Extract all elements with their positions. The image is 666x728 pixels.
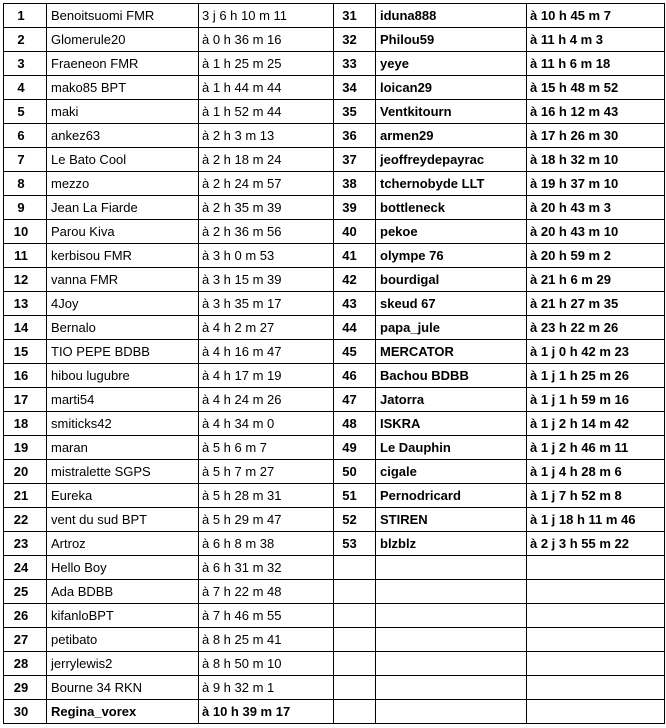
time-gap-cell: à 2 h 36 m 56 [199,220,334,244]
rank-cell: 27 [4,628,47,652]
time-gap-cell: à 9 h 32 m 1 [199,676,334,700]
boat-name-cell: mezzo [47,172,199,196]
rank-cell: 11 [4,244,47,268]
empty-cell [527,700,665,724]
time-gap-cell: à 2 j 3 h 55 m 22 [527,532,665,556]
time-gap-cell: à 1 j 7 h 52 m 8 [527,484,665,508]
rank-cell: 35 [334,100,376,124]
table-row [4,220,665,244]
empty-cell [334,604,376,628]
rank-cell: 18 [4,412,47,436]
table-row [4,700,665,724]
time-gap-cell: à 1 j 1 h 59 m 16 [527,388,665,412]
rank-cell: 13 [4,292,47,316]
boat-name-cell: skeud 67 [376,292,527,316]
boat-name-cell: ISKRA [376,412,527,436]
time-gap-cell: à 1 j 18 h 11 m 46 [527,508,665,532]
empty-cell [376,604,527,628]
time-gap-cell: à 3 h 0 m 53 [199,244,334,268]
boat-name-cell: hibou lugubre [47,364,199,388]
rank-cell: 36 [334,124,376,148]
table-row [4,340,665,364]
boat-name-cell: mako85 BPT [47,76,199,100]
boat-name-cell: vanna FMR [47,268,199,292]
empty-cell [527,652,665,676]
rank-cell: 24 [4,556,47,580]
rank-cell: 50 [334,460,376,484]
empty-cell [527,580,665,604]
time-gap-cell: à 0 h 36 m 16 [199,28,334,52]
boat-name-cell: kerbisou FMR [47,244,199,268]
empty-cell [527,604,665,628]
rank-cell: 8 [4,172,47,196]
rank-cell: 17 [4,388,47,412]
table-row [4,652,665,676]
boat-name-cell: marti54 [47,388,199,412]
boat-name-cell: 4Joy [47,292,199,316]
boat-name-cell: maki [47,100,199,124]
time-gap-cell: 3 j 6 h 10 m 11 [199,4,334,28]
boat-name-cell: smiticks42 [47,412,199,436]
table-row [4,484,665,508]
table-row [4,580,665,604]
boat-name-cell: Ada BDBB [47,580,199,604]
empty-cell [527,676,665,700]
time-gap-cell: à 8 h 25 m 41 [199,628,334,652]
boat-name-cell: petibato [47,628,199,652]
boat-name-cell: Eureka [47,484,199,508]
rank-cell: 25 [4,580,47,604]
empty-cell [334,652,376,676]
time-gap-cell: à 8 h 50 m 10 [199,652,334,676]
empty-cell [376,628,527,652]
time-gap-cell: à 1 j 0 h 42 m 23 [527,340,665,364]
boat-name-cell: kifanloBPT [47,604,199,628]
time-gap-cell: à 2 h 35 m 39 [199,196,334,220]
boat-name-cell: Fraeneon FMR [47,52,199,76]
empty-cell [334,676,376,700]
time-gap-cell: à 5 h 6 m 7 [199,436,334,460]
boat-name-cell: ankez63 [47,124,199,148]
boat-name-cell: armen29 [376,124,527,148]
table-row [4,556,665,580]
time-gap-cell: à 6 h 8 m 38 [199,532,334,556]
time-gap-cell: à 1 h 52 m 44 [199,100,334,124]
rank-cell: 30 [4,700,47,724]
rank-cell: 48 [334,412,376,436]
time-gap-cell: à 4 h 24 m 26 [199,388,334,412]
rank-cell: 26 [4,604,47,628]
empty-cell [334,628,376,652]
rank-cell: 31 [334,4,376,28]
empty-cell [376,676,527,700]
boat-name-cell: olympe 76 [376,244,527,268]
empty-cell [376,580,527,604]
table-row [4,4,665,28]
empty-cell [334,700,376,724]
boat-name-cell: TIO PEPE BDBB [47,340,199,364]
time-gap-cell: à 20 h 59 m 2 [527,244,665,268]
boat-name-cell: loican29 [376,76,527,100]
time-gap-cell: à 3 h 35 m 17 [199,292,334,316]
boat-name-cell: Benoitsuomi FMR [47,4,199,28]
boat-name-cell: Glomerule20 [47,28,199,52]
rank-cell: 28 [4,652,47,676]
rank-cell: 43 [334,292,376,316]
boat-name-cell: tchernobyde LLT [376,172,527,196]
time-gap-cell: à 10 h 39 m 17 [199,700,334,724]
rank-cell: 15 [4,340,47,364]
time-gap-cell: à 20 h 43 m 3 [527,196,665,220]
time-gap-cell: à 2 h 18 m 24 [199,148,334,172]
time-gap-cell: à 5 h 7 m 27 [199,460,334,484]
boat-name-cell: MERCATOR [376,340,527,364]
boat-name-cell: Hello Boy [47,556,199,580]
boat-name-cell: vent du sud BPT [47,508,199,532]
rank-cell: 49 [334,436,376,460]
rank-cell: 52 [334,508,376,532]
rank-cell: 14 [4,316,47,340]
rank-cell: 44 [334,316,376,340]
table-row [4,364,665,388]
empty-cell [334,556,376,580]
rank-cell: 21 [4,484,47,508]
rank-cell: 33 [334,52,376,76]
empty-cell [334,580,376,604]
time-gap-cell: à 1 h 44 m 44 [199,76,334,100]
boat-name-cell: Jean La Fiarde [47,196,199,220]
time-gap-cell: à 16 h 12 m 43 [527,100,665,124]
time-gap-cell: à 21 h 27 m 35 [527,292,665,316]
time-gap-cell: à 4 h 16 m 47 [199,340,334,364]
time-gap-cell: à 15 h 48 m 52 [527,76,665,100]
time-gap-cell: à 2 h 24 m 57 [199,172,334,196]
rank-cell: 2 [4,28,47,52]
empty-cell [527,556,665,580]
time-gap-cell: à 4 h 34 m 0 [199,412,334,436]
rank-cell: 23 [4,532,47,556]
rank-cell: 46 [334,364,376,388]
table-row [4,76,665,100]
rank-cell: 1 [4,4,47,28]
time-gap-cell: à 20 h 43 m 10 [527,220,665,244]
boat-name-cell: STIREN [376,508,527,532]
boat-name-cell: papa_jule [376,316,527,340]
rank-cell: 6 [4,124,47,148]
time-gap-cell: à 7 h 46 m 55 [199,604,334,628]
table-row [4,124,665,148]
boat-name-cell: jerrylewis2 [47,652,199,676]
rank-cell: 19 [4,436,47,460]
time-gap-cell: à 2 h 3 m 13 [199,124,334,148]
table-row [4,148,665,172]
rank-cell: 41 [334,244,376,268]
boat-name-cell: Bourne 34 RKN [47,676,199,700]
rank-cell: 40 [334,220,376,244]
ranking-table-body [4,4,665,724]
boat-name-cell: Regina_vorex [47,700,199,724]
boat-name-cell: Philou59 [376,28,527,52]
rank-cell: 5 [4,100,47,124]
time-gap-cell: à 11 h 6 m 18 [527,52,665,76]
rank-cell: 37 [334,148,376,172]
rank-cell: 39 [334,196,376,220]
boat-name-cell: Artroz [47,532,199,556]
rank-cell: 29 [4,676,47,700]
rank-cell: 53 [334,532,376,556]
rank-cell: 22 [4,508,47,532]
rank-cell: 3 [4,52,47,76]
time-gap-cell: à 1 j 2 h 14 m 42 [527,412,665,436]
table-row [4,316,665,340]
rank-cell: 51 [334,484,376,508]
time-gap-cell: à 11 h 4 m 3 [527,28,665,52]
time-gap-cell: à 5 h 29 m 47 [199,508,334,532]
time-gap-cell: à 1 j 4 h 28 m 6 [527,460,665,484]
boat-name-cell: Jatorra [376,388,527,412]
rank-cell: 4 [4,76,47,100]
boat-name-cell: pekoe [376,220,527,244]
rank-cell: 34 [334,76,376,100]
time-gap-cell: à 4 h 17 m 19 [199,364,334,388]
time-gap-cell: à 7 h 22 m 48 [199,580,334,604]
time-gap-cell: à 18 h 32 m 10 [527,148,665,172]
empty-cell [376,652,527,676]
empty-cell [376,556,527,580]
rank-cell: 38 [334,172,376,196]
ranking-table [3,3,665,724]
table-row [4,532,665,556]
rank-cell: 47 [334,388,376,412]
time-gap-cell: à 1 j 1 h 25 m 26 [527,364,665,388]
boat-name-cell: iduna888 [376,4,527,28]
table-row [4,244,665,268]
table-row [4,412,665,436]
rank-cell: 12 [4,268,47,292]
time-gap-cell: à 6 h 31 m 32 [199,556,334,580]
table-row [4,292,665,316]
time-gap-cell: à 17 h 26 m 30 [527,124,665,148]
boat-name-cell: Le Bato Cool [47,148,199,172]
time-gap-cell: à 19 h 37 m 10 [527,172,665,196]
time-gap-cell: à 3 h 15 m 39 [199,268,334,292]
table-row [4,604,665,628]
rank-cell: 45 [334,340,376,364]
rank-cell: 7 [4,148,47,172]
empty-cell [376,700,527,724]
boat-name-cell: cigale [376,460,527,484]
boat-name-cell: blzblz [376,532,527,556]
table-row [4,508,665,532]
time-gap-cell: à 5 h 28 m 31 [199,484,334,508]
rank-cell: 9 [4,196,47,220]
boat-name-cell: maran [47,436,199,460]
table-row [4,460,665,484]
boat-name-cell: Le Dauphin [376,436,527,460]
rank-cell: 16 [4,364,47,388]
table-row [4,388,665,412]
rank-cell: 20 [4,460,47,484]
empty-cell [527,628,665,652]
boat-name-cell: bottleneck [376,196,527,220]
boat-name-cell: Pernodricard [376,484,527,508]
time-gap-cell: à 4 h 2 m 27 [199,316,334,340]
boat-name-cell: yeye [376,52,527,76]
table-row [4,28,665,52]
table-row [4,196,665,220]
table-row [4,436,665,460]
table-row [4,100,665,124]
time-gap-cell: à 23 h 22 m 26 [527,316,665,340]
boat-name-cell: jeoffreydepayrac [376,148,527,172]
table-row [4,628,665,652]
time-gap-cell: à 1 j 2 h 46 m 11 [527,436,665,460]
table-row [4,676,665,700]
rank-cell: 32 [334,28,376,52]
time-gap-cell: à 1 h 25 m 25 [199,52,334,76]
table-row [4,172,665,196]
time-gap-cell: à 21 h 6 m 29 [527,268,665,292]
table-row [4,268,665,292]
time-gap-cell: à 10 h 45 m 7 [527,4,665,28]
boat-name-cell: bourdigal [376,268,527,292]
table-row [4,52,665,76]
boat-name-cell: Parou Kiva [47,220,199,244]
rank-cell: 10 [4,220,47,244]
rank-cell: 42 [334,268,376,292]
boat-name-cell: Bernalo [47,316,199,340]
boat-name-cell: mistralette SGPS [47,460,199,484]
boat-name-cell: Bachou BDBB [376,364,527,388]
boat-name-cell: Ventkitourn [376,100,527,124]
